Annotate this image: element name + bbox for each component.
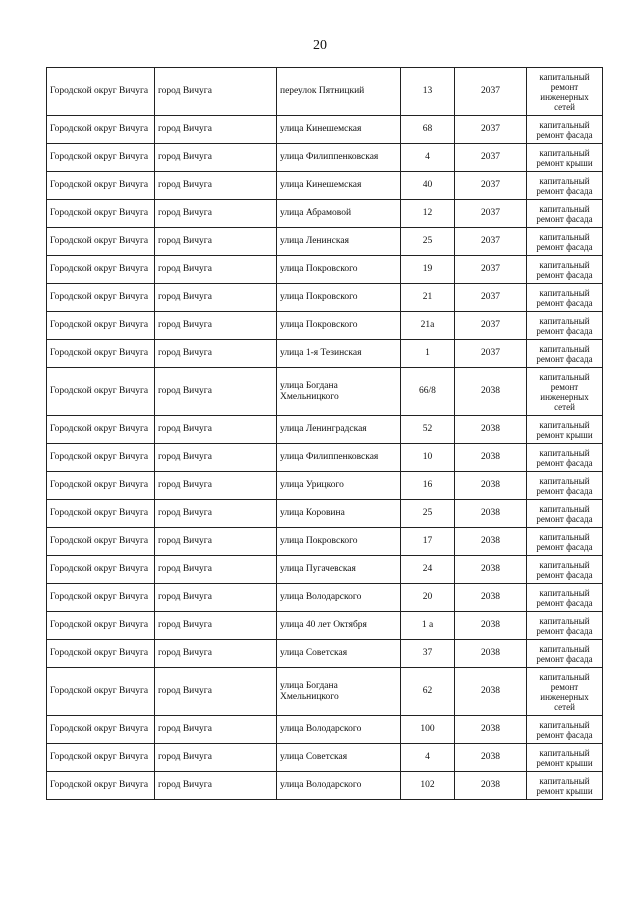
house-number-cell: 10 bbox=[401, 444, 455, 472]
year-cell: 2038 bbox=[455, 500, 527, 528]
okrug-cell: Городской округ Вичуга bbox=[47, 640, 155, 668]
street-cell: улица Покровского bbox=[277, 284, 401, 312]
city-cell: город Вичуга bbox=[155, 640, 277, 668]
house-number-cell: 37 bbox=[401, 640, 455, 668]
house-number-cell: 100 bbox=[401, 716, 455, 744]
city-cell: город Вичуга bbox=[155, 172, 277, 200]
street-cell: улица Пугачевская bbox=[277, 556, 401, 584]
house-number-cell: 21а bbox=[401, 312, 455, 340]
okrug-cell: Городской округ Вичуга bbox=[47, 772, 155, 800]
year-cell: 2037 bbox=[455, 228, 527, 256]
city-cell: город Вичуга bbox=[155, 284, 277, 312]
city-cell: город Вичуга bbox=[155, 528, 277, 556]
house-number-cell: 1 bbox=[401, 340, 455, 368]
okrug-cell: Городской округ Вичуга bbox=[47, 416, 155, 444]
city-cell: город Вичуга bbox=[155, 416, 277, 444]
okrug-cell: Городской округ Вичуга bbox=[47, 256, 155, 284]
street-cell: улица Филиппенковская bbox=[277, 144, 401, 172]
city-cell: город Вичуга bbox=[155, 444, 277, 472]
table-row bbox=[47, 472, 603, 500]
street-cell: улица Володарского bbox=[277, 584, 401, 612]
work-type-cell: капитальный ремонт фасада bbox=[527, 200, 603, 228]
house-number-cell: 16 bbox=[401, 472, 455, 500]
year-cell: 2038 bbox=[455, 716, 527, 744]
work-type-cell: капитальный ремонт фасада bbox=[527, 640, 603, 668]
work-type-cell: капитальный ремонт фасада bbox=[527, 556, 603, 584]
house-number-cell: 102 bbox=[401, 772, 455, 800]
city-cell: город Вичуга bbox=[155, 368, 277, 416]
street-cell: улица Ленинская bbox=[277, 228, 401, 256]
work-type-cell: капитальный ремонт крыши bbox=[527, 416, 603, 444]
okrug-cell: Городской округ Вичуга bbox=[47, 472, 155, 500]
street-cell: улица Володарского bbox=[277, 772, 401, 800]
okrug-cell: Городской округ Вичуга bbox=[47, 312, 155, 340]
street-cell: улица 1-я Тезинская bbox=[277, 340, 401, 368]
house-number-cell: 19 bbox=[401, 256, 455, 284]
work-type-cell: капитальный ремонт инженерных сетей bbox=[527, 668, 603, 716]
table-row bbox=[47, 772, 603, 800]
table-row bbox=[47, 528, 603, 556]
year-cell: 2038 bbox=[455, 528, 527, 556]
okrug-cell: Городской округ Вичуга bbox=[47, 172, 155, 200]
house-number-cell: 62 bbox=[401, 668, 455, 716]
street-cell: улица Абрамовой bbox=[277, 200, 401, 228]
house-number-cell: 1 а bbox=[401, 612, 455, 640]
street-cell: переулок Пятницкий bbox=[277, 68, 401, 116]
work-type-cell: капитальный ремонт фасада bbox=[527, 528, 603, 556]
city-cell: город Вичуга bbox=[155, 256, 277, 284]
work-type-cell: капитальный ремонт фасада bbox=[527, 228, 603, 256]
street-cell: улица Кинешемская bbox=[277, 172, 401, 200]
street-cell: улица Богдана Хмельницкого bbox=[277, 368, 401, 416]
year-cell: 2037 bbox=[455, 340, 527, 368]
okrug-cell: Городской округ Вичуга bbox=[47, 340, 155, 368]
city-cell: город Вичуга bbox=[155, 200, 277, 228]
street-cell: улица Советская bbox=[277, 744, 401, 772]
house-number-cell: 17 bbox=[401, 528, 455, 556]
street-cell: улица Покровского bbox=[277, 256, 401, 284]
house-number-cell: 66/8 bbox=[401, 368, 455, 416]
work-type-cell: капитальный ремонт фасада bbox=[527, 612, 603, 640]
okrug-cell: Городской округ Вичуга bbox=[47, 368, 155, 416]
okrug-cell: Городской округ Вичуга bbox=[47, 200, 155, 228]
street-cell: улица Советская bbox=[277, 640, 401, 668]
okrug-cell: Городской округ Вичуга bbox=[47, 284, 155, 312]
work-type-cell: капитальный ремонт крыши bbox=[527, 744, 603, 772]
year-cell: 2038 bbox=[455, 584, 527, 612]
table-row bbox=[47, 68, 603, 116]
table-row bbox=[47, 284, 603, 312]
table-row bbox=[47, 668, 603, 716]
work-type-cell: капитальный ремонт инженерных сетей bbox=[527, 368, 603, 416]
street-cell: улица Коровина bbox=[277, 500, 401, 528]
street-cell: улица Покровского bbox=[277, 528, 401, 556]
street-cell: улица Покровского bbox=[277, 312, 401, 340]
year-cell: 2037 bbox=[455, 116, 527, 144]
year-cell: 2037 bbox=[455, 312, 527, 340]
street-cell: улица Володарского bbox=[277, 716, 401, 744]
table-row bbox=[47, 612, 603, 640]
city-cell: город Вичуга bbox=[155, 144, 277, 172]
work-type-cell: капитальный ремонт инженерных сетей bbox=[527, 68, 603, 116]
city-cell: город Вичуга bbox=[155, 744, 277, 772]
year-cell: 2038 bbox=[455, 444, 527, 472]
city-cell: город Вичуга bbox=[155, 668, 277, 716]
year-cell: 2038 bbox=[455, 668, 527, 716]
registry-table bbox=[46, 67, 603, 800]
city-cell: город Вичуга bbox=[155, 312, 277, 340]
city-cell: город Вичуга bbox=[155, 116, 277, 144]
work-type-cell: капитальный ремонт крыши bbox=[527, 772, 603, 800]
okrug-cell: Городской округ Вичуга bbox=[47, 528, 155, 556]
street-cell: улица 40 лет Октября bbox=[277, 612, 401, 640]
city-cell: город Вичуга bbox=[155, 772, 277, 800]
work-type-cell: капитальный ремонт фасада bbox=[527, 116, 603, 144]
table-row bbox=[47, 368, 603, 416]
table-row bbox=[47, 744, 603, 772]
table-row bbox=[47, 444, 603, 472]
okrug-cell: Городской округ Вичуга bbox=[47, 144, 155, 172]
registry-table-body bbox=[47, 68, 603, 800]
work-type-cell: капитальный ремонт фасада bbox=[527, 584, 603, 612]
street-cell: улица Кинешемская bbox=[277, 116, 401, 144]
table-row bbox=[47, 312, 603, 340]
house-number-cell: 21 bbox=[401, 284, 455, 312]
year-cell: 2038 bbox=[455, 612, 527, 640]
house-number-cell: 4 bbox=[401, 144, 455, 172]
city-cell: город Вичуга bbox=[155, 612, 277, 640]
table-row bbox=[47, 416, 603, 444]
work-type-cell: капитальный ремонт фасада bbox=[527, 284, 603, 312]
year-cell: 2038 bbox=[455, 640, 527, 668]
table-row bbox=[47, 340, 603, 368]
year-cell: 2037 bbox=[455, 172, 527, 200]
city-cell: город Вичуга bbox=[155, 228, 277, 256]
house-number-cell: 68 bbox=[401, 116, 455, 144]
house-number-cell: 24 bbox=[401, 556, 455, 584]
year-cell: 2038 bbox=[455, 744, 527, 772]
year-cell: 2037 bbox=[455, 144, 527, 172]
year-cell: 2038 bbox=[455, 416, 527, 444]
table-row bbox=[47, 556, 603, 584]
okrug-cell: Городской округ Вичуга bbox=[47, 444, 155, 472]
table-row bbox=[47, 144, 603, 172]
table-row bbox=[47, 116, 603, 144]
house-number-cell: 52 bbox=[401, 416, 455, 444]
city-cell: город Вичуга bbox=[155, 472, 277, 500]
year-cell: 2037 bbox=[455, 200, 527, 228]
table-row bbox=[47, 256, 603, 284]
year-cell: 2038 bbox=[455, 472, 527, 500]
work-type-cell: капитальный ремонт крыши bbox=[527, 144, 603, 172]
year-cell: 2038 bbox=[455, 556, 527, 584]
okrug-cell: Городской округ Вичуга bbox=[47, 500, 155, 528]
work-type-cell: капитальный ремонт фасада bbox=[527, 500, 603, 528]
okrug-cell: Городской округ Вичуга bbox=[47, 716, 155, 744]
table-row bbox=[47, 200, 603, 228]
year-cell: 2037 bbox=[455, 68, 527, 116]
okrug-cell: Городской округ Вичуга bbox=[47, 744, 155, 772]
okrug-cell: Городской округ Вичуга bbox=[47, 228, 155, 256]
city-cell: город Вичуга bbox=[155, 584, 277, 612]
house-number-cell: 25 bbox=[401, 228, 455, 256]
year-cell: 2038 bbox=[455, 368, 527, 416]
work-type-cell: капитальный ремонт фасада bbox=[527, 340, 603, 368]
work-type-cell: капитальный ремонт фасада bbox=[527, 172, 603, 200]
table-row bbox=[47, 500, 603, 528]
city-cell: город Вичуга bbox=[155, 716, 277, 744]
table-row bbox=[47, 640, 603, 668]
street-cell: улица Филиппенковская bbox=[277, 444, 401, 472]
table-row bbox=[47, 584, 603, 612]
work-type-cell: капитальный ремонт фасада bbox=[527, 472, 603, 500]
city-cell: город Вичуга bbox=[155, 340, 277, 368]
table-row bbox=[47, 172, 603, 200]
year-cell: 2038 bbox=[455, 772, 527, 800]
street-cell: улица Богдана Хмельницкого bbox=[277, 668, 401, 716]
year-cell: 2037 bbox=[455, 284, 527, 312]
page-number: 20 bbox=[313, 38, 327, 53]
house-number-cell: 40 bbox=[401, 172, 455, 200]
okrug-cell: Городской округ Вичуга bbox=[47, 556, 155, 584]
work-type-cell: капитальный ремонт фасада bbox=[527, 256, 603, 284]
street-cell: улица Урицкого bbox=[277, 472, 401, 500]
house-number-cell: 13 bbox=[401, 68, 455, 116]
okrug-cell: Городской округ Вичуга bbox=[47, 116, 155, 144]
house-number-cell: 4 bbox=[401, 744, 455, 772]
okrug-cell: Городской округ Вичуга bbox=[47, 668, 155, 716]
street-cell: улица Ленинградская bbox=[277, 416, 401, 444]
okrug-cell: Городской округ Вичуга bbox=[47, 612, 155, 640]
work-type-cell: капитальный ремонт фасада bbox=[527, 312, 603, 340]
city-cell: город Вичуга bbox=[155, 556, 277, 584]
city-cell: город Вичуга bbox=[155, 68, 277, 116]
table-row bbox=[47, 716, 603, 744]
okrug-cell: Городской округ Вичуга bbox=[47, 68, 155, 116]
okrug-cell: Городской округ Вичуга bbox=[47, 584, 155, 612]
house-number-cell: 25 bbox=[401, 500, 455, 528]
year-cell: 2037 bbox=[455, 256, 527, 284]
table-row bbox=[47, 228, 603, 256]
work-type-cell: капитальный ремонт фасада bbox=[527, 444, 603, 472]
house-number-cell: 12 bbox=[401, 200, 455, 228]
city-cell: город Вичуга bbox=[155, 500, 277, 528]
house-number-cell: 20 bbox=[401, 584, 455, 612]
work-type-cell: капитальный ремонт фасада bbox=[527, 716, 603, 744]
